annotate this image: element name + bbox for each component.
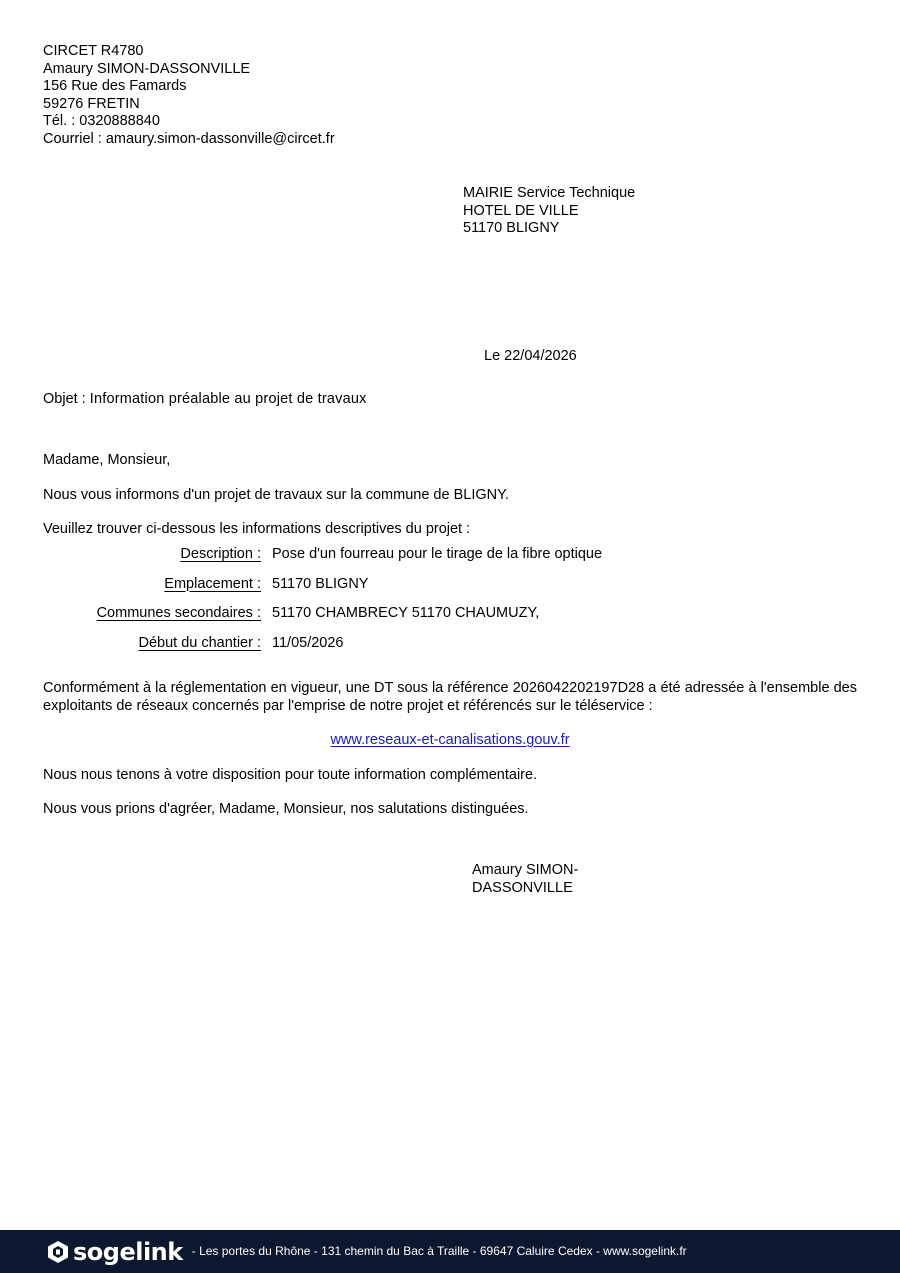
- recipient-name: MAIRIE Service Technique: [463, 185, 636, 201]
- sender-street: 156 Rue des Famards: [43, 78, 187, 94]
- closing-paragraph: Nous vous prions d'agréer, Madame, Monsieur, nos salutations distinguées.: [43, 801, 529, 817]
- footer-bar: [0, 1230, 900, 1273]
- detail-row-start-date: [43, 633, 843, 663]
- sender-name: Amaury SIMON-DASSONVILLE: [43, 60, 251, 77]
- subject-label: Objet :: [43, 391, 90, 407]
- signature: Amaury SIMON-DASSONVILLE: [472, 862, 579, 896]
- intro-details-paragraph: Veuillez trouver ci-dessous les informations descriptives du projet :: [43, 521, 471, 537]
- sender-city: 59276 FRETIN: [43, 95, 140, 112]
- recipient-city: 51170 BLIGNY: [463, 220, 560, 236]
- detail-value: 11/05/2026: [272, 634, 344, 651]
- detail-value: 51170 BLIGNY: [272, 575, 369, 592]
- subject-line: [43, 391, 367, 409]
- footer-address: - Les portes du Rhône - 131 chemin du Bac à Traille - 69647 Caluire Cedex - www.sogelink.fr: [191, 1243, 687, 1258]
- detail-row-secondary-communes: [43, 603, 843, 633]
- detail-label: Communes secondaires :: [96, 605, 261, 621]
- greeting: Madame, Monsieur,: [43, 452, 171, 468]
- detail-row-location: [43, 574, 843, 604]
- detail-label: Description :: [180, 546, 261, 562]
- project-details: [43, 544, 843, 662]
- logo-text: sogelink: [73, 1237, 183, 1266]
- sogelink-logo-icon: [46, 1240, 70, 1264]
- letter-date: Le 22/04/2026: [484, 348, 577, 364]
- recipient-block: [463, 185, 635, 238]
- sender-phone: Tél. : 0320888840: [43, 113, 160, 129]
- detail-row-description: [43, 544, 843, 574]
- recipient-building: HOTEL DE VILLE: [463, 202, 579, 219]
- sender-block: [43, 43, 335, 148]
- sender-company: CIRCET R4780: [43, 43, 144, 59]
- regulation-paragraph: Conformément à la réglementation en vigueur, une DT sous la référence 2026042202197D28 a été adressée à l'ensemble des exploitants de réseaux concernés par l'emprise de notre projet et référencés sur le téléservice :: [43, 680, 857, 714]
- detail-value: Pose d'un fourreau pour le tirage de la fibre optique: [272, 546, 603, 562]
- teleservice-link-container: [0, 732, 900, 750]
- detail-value: 51170 CHAMBRECY 51170 CHAUMUZY,: [272, 605, 540, 621]
- subject-value: Information préalable au projet de travaux: [89, 391, 367, 407]
- teleservice-link[interactable]: www.reseaux-et-canalisations.gouv.fr: [330, 732, 570, 748]
- detail-label: Emplacement :: [164, 575, 261, 592]
- intro-paragraph: Nous vous informons d'un projet de travaux sur la commune de BLIGNY.: [43, 487, 509, 503]
- detail-label: Début du chantier :: [138, 634, 261, 651]
- sender-email: Courriel : amaury.simon-dassonville@circet.fr: [43, 130, 335, 147]
- availability-paragraph: Nous nous tenons à votre disposition pour toute information complémentaire.: [43, 767, 538, 783]
- sogelink-logo: [46, 1237, 183, 1266]
